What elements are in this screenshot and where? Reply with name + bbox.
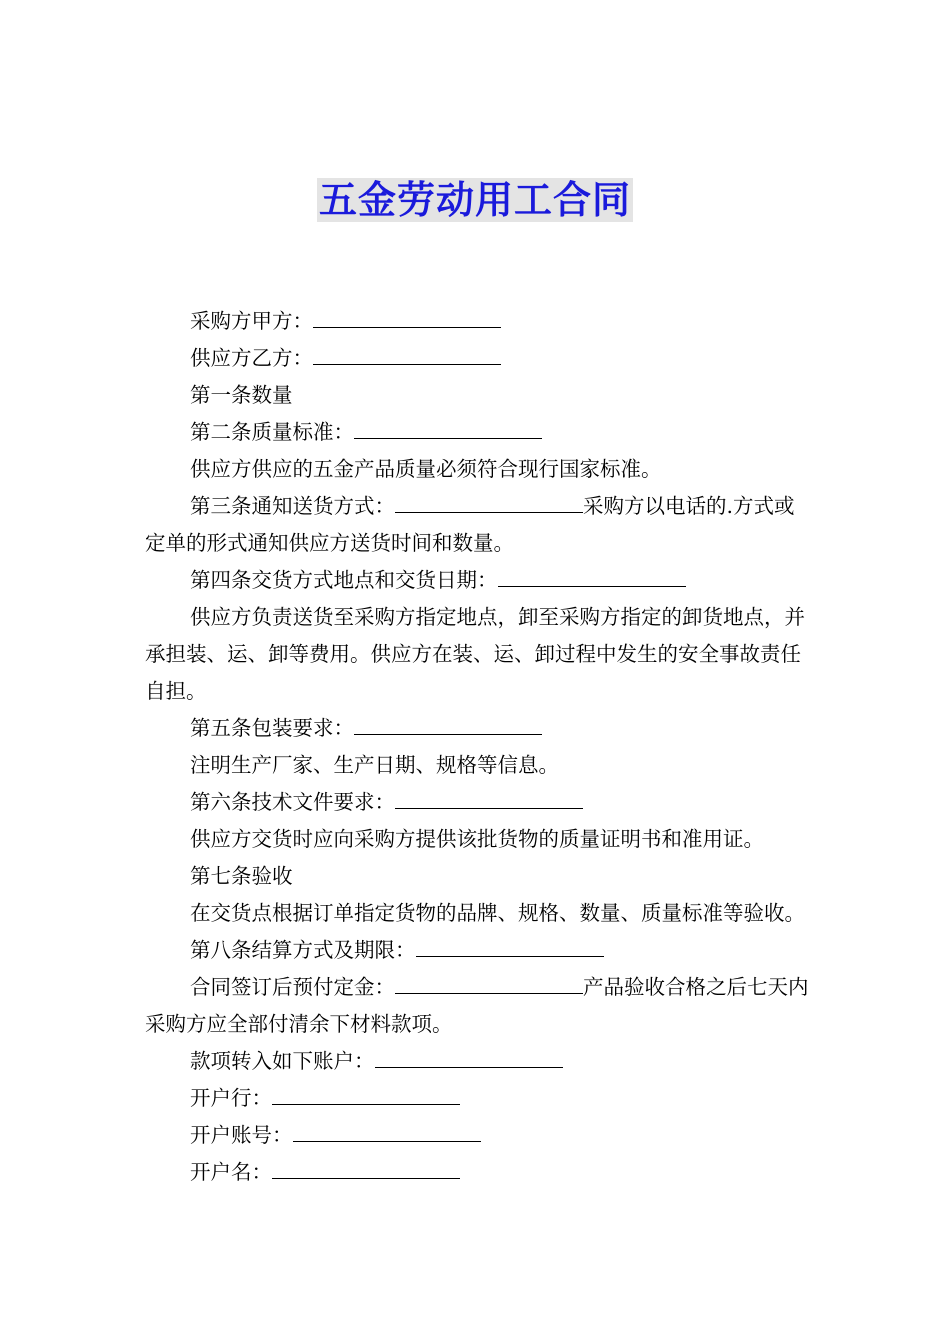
article-2-label: 第二条质量标准： — [190, 420, 354, 444]
article-1-heading: 第一条数量 — [190, 383, 293, 407]
article-7-heading: 第七条验收 — [190, 864, 293, 888]
paragraph-acceptance: 在交货点根据订单指定货物的品牌、规格、数量、质量标准等验收。 — [190, 901, 805, 925]
article-8-heading — [145, 932, 810, 969]
article-2-heading — [145, 414, 810, 451]
article-5-label: 第五条包装要求： — [190, 716, 354, 740]
title-container — [0, 178, 950, 222]
quality-standard-blank — [354, 420, 542, 439]
delivery-date-blank — [498, 568, 686, 587]
deposit-blank — [395, 975, 583, 994]
deposit-label: 合同签订后预付定金： — [190, 975, 395, 999]
deposit-text: 产品验收合格之后七天内采购方应全部付清余下材料款项。 — [145, 975, 809, 1036]
paragraph-bank — [145, 1080, 810, 1117]
purchaser-label: 采购方甲方： — [190, 309, 313, 333]
settlement-blank — [416, 938, 604, 957]
paragraph-purchaser — [145, 303, 810, 340]
paragraph-tech-docs: 供应方交货时应向采购方提供该批货物的质量证明书和准用证。 — [190, 827, 764, 851]
article-3-label: 第三条通知送货方式： — [190, 494, 395, 518]
document-title: 五金劳动用工合同 — [318, 178, 631, 222]
supplier-blank — [313, 346, 501, 365]
paragraph-account-number — [145, 1117, 810, 1154]
paragraph-supplier — [145, 340, 810, 377]
article-4-label: 第四条交货方式地点和交货日期： — [190, 568, 498, 592]
article-4-heading — [145, 562, 810, 599]
article-6-heading — [145, 784, 810, 821]
article-3-paragraph — [145, 488, 810, 562]
delivery-notice-blank — [395, 494, 583, 513]
account-blank — [375, 1049, 563, 1068]
account-name-blank — [272, 1160, 460, 1179]
account-label: 款项转入如下账户： — [190, 1049, 375, 1073]
bank-blank — [272, 1086, 460, 1105]
packaging-blank — [354, 716, 542, 735]
paragraph-account — [145, 1043, 810, 1080]
tech-docs-blank — [395, 790, 583, 809]
account-number-blank — [293, 1123, 481, 1142]
purchaser-blank — [313, 309, 501, 328]
bank-label: 开户行： — [190, 1086, 272, 1110]
paragraph-account-name — [145, 1154, 810, 1191]
paragraph-quality: 供应方供应的五金产品质量必须符合现行国家标准。 — [190, 457, 662, 481]
paragraph-packaging: 注明生产厂家、生产日期、规格等信息。 — [190, 753, 559, 777]
paragraph-delivery: 供应方负责送货至采购方指定地点，卸至采购方指定的卸货地点，并承担装、运、卸等费用。供应方在装、运、卸过程中发生的安全事故责任自担。 — [145, 605, 805, 703]
article-5-heading — [145, 710, 810, 747]
article-6-label: 第六条技术文件要求： — [190, 790, 395, 814]
paragraph-deposit — [145, 969, 810, 1043]
account-name-label: 开户名： — [190, 1160, 272, 1184]
account-number-label: 开户账号： — [190, 1123, 293, 1147]
article-3-text: 采购方以电话的.方式或定单的形式通知供应方送货时间和数量。 — [145, 494, 795, 555]
article-8-label: 第八条结算方式及期限： — [190, 938, 416, 962]
document-body — [145, 303, 810, 1191]
supplier-label: 供应方乙方： — [190, 346, 313, 370]
